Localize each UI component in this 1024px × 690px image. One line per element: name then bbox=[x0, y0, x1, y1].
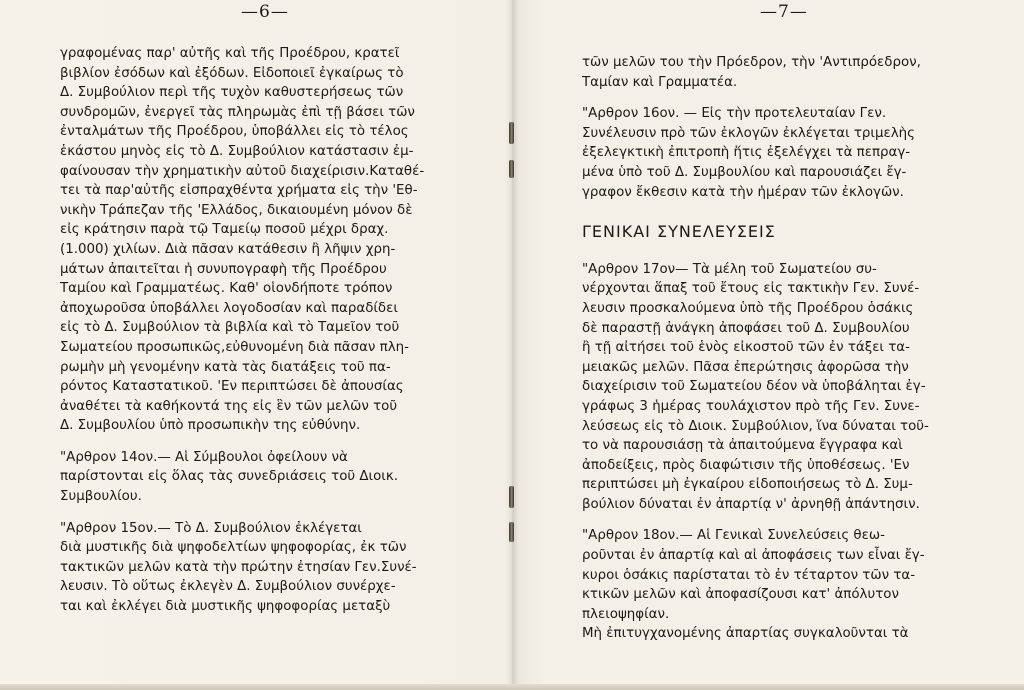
text-line: τει τὰ παρ'αὐτῆς εἰσπραχθέντα χρήματα εἰς τὴν 'Εθ- bbox=[60, 183, 418, 199]
right-paragraph-article-18 bbox=[582, 526, 974, 644]
text-line: Ταμίαν καὶ Γραμματέα. bbox=[582, 74, 738, 90]
text-line: το νὰ παρουσιάσῃ τὰ ἀπαιτούμενα ἔγγραφα καὶ bbox=[582, 438, 903, 454]
text-line: λεύσεως εἰς τὸ Διοικ. Συμβούλιον, ἵνα δύναται τοῦ- bbox=[582, 418, 929, 434]
text-line: ἑκάστου μηνὸς εἰς τὸ Δ. Συμβούλιον κατάστασιν ἐμ- bbox=[60, 143, 414, 159]
text-line: δὲ παραστῇ ἀνάγκη ἀποφάσει τοῦ Δ. Συμβουλίου bbox=[582, 320, 910, 336]
text-line: παρίστονται εἰς ὅλας τὰς συνεδριάσεις τοῦ Διοικ. bbox=[60, 469, 398, 485]
text-line: κυροι ὁσάκις παρίσταται τὸ ἐν τέταρτον τῶν τα- bbox=[582, 567, 916, 583]
text-line: πλειοψηφίαν. bbox=[582, 606, 670, 622]
text-line: "Αρθρον 15ον.— Τὸ Δ. Συμβούλιον ἐκλέγεται bbox=[60, 520, 362, 536]
text-line: "Αρθρον 16ον. — Εἰς τὴν προτελευταίαν Γεν. bbox=[582, 106, 887, 122]
text-line: "Αρθρον 14ον.— Αἱ Σύμβουλοι ὀφείλουν νὰ bbox=[60, 449, 348, 465]
page-bottom-edge bbox=[0, 684, 1024, 690]
right-paragraph-article-16 bbox=[582, 104, 974, 202]
text-line: λευσιν. Τὸ οὕτως ἐκλεγὲν Δ. Συμβούλιον συνέρχε- bbox=[60, 579, 396, 595]
text-line: ροῦνται ἐν ἀπαρτίᾳ καὶ αἱ ἀποφάσεις των εἶναι ἔγ- bbox=[582, 548, 925, 564]
text-line: ρωμὴν μὴ γενομένην κατὰ τὰς διατάξεις τοῦ πα- bbox=[60, 359, 391, 375]
text-line: τῶν μελῶν του τὴν Πρόεδρον, τὴν 'Αντιπρόεδρον, bbox=[582, 55, 921, 70]
text-line: βιβλίον ἐσόδων καὶ ἐξόδων. Εἰδοποιεῖ ἐγκαίρως τὸ bbox=[60, 65, 404, 81]
left-paragraph-article-14 bbox=[60, 448, 446, 507]
page-number-right: —7— bbox=[760, 2, 808, 22]
text-line: γραφον ἔκθεσιν κατὰ τὴν ἡμέραν τῶν ἐκλογῶν. bbox=[582, 184, 904, 200]
right-paragraph-article-17 bbox=[582, 260, 974, 515]
text-line: διαχείρισιν τοῦ Σωματείου δέον νὰ ὑποβάληται ἐγ- bbox=[582, 379, 926, 395]
text-line: διὰ μυστικῆς διὰ ψηφοδελτίων ψηφοφορίας, ἐκ τῶν bbox=[60, 540, 407, 556]
text-line: μένα ὑπὸ τοῦ Δ. Συμβουλίου καὶ παρουσιάζει ἔγ- bbox=[582, 164, 907, 180]
text-line: Μὴ ἐπιτυγχανομένης ἀπαρτίας συγκαλοῦνται τὰ bbox=[582, 626, 909, 642]
text-line: Συνέλευσιν πρὸ τῶν ἐκλογῶν ἐκλέγεται τριμελὴς bbox=[582, 125, 915, 141]
staple-top-lower bbox=[509, 160, 514, 178]
right-paragraph-1 bbox=[582, 53, 974, 92]
text-line: ἐνταλμάτων τῆς Προέδρου, ὑποβάλλει εἰς τὸ τέλος bbox=[60, 124, 409, 140]
text-line: Σωματείου προσωπικῶς,εὐθυνομένη διὰ πᾶσαν πλη- bbox=[60, 339, 409, 355]
text-line: κτικῶν μελῶν καὶ ἀποφασίζουσι κατ' ἀπόλυτον bbox=[582, 587, 899, 603]
text-line: Ταμίου καὶ Γραμματέως. Καθ' οἱονδήποτε τρόπον bbox=[60, 281, 393, 297]
staple-top-upper bbox=[509, 122, 514, 144]
text-line: μάτων ἀπαιτεῖται ἡ συνυπογραφὴ τῆς Προέδρου bbox=[60, 261, 387, 277]
left-page-text bbox=[60, 44, 446, 617]
text-line: "Αρθρον 17ον— Τὰ μέλη τοῦ Σωματείου συ- bbox=[582, 261, 877, 277]
text-line: εἰς τὸ Δ. Συμβούλιον τὰ βιβλία καὶ τὸ Ταμεῖον τοῦ bbox=[60, 320, 400, 336]
text-line: ἢ τῇ αἰτήσει τοῦ ἑνὸς εἰκοστοῦ τῶν ἐν τάξει τα- bbox=[582, 340, 910, 356]
text-line: λευσιν προσκαλούμενα ὑπὸ τῆς Προέδρου ὁσάκις bbox=[582, 300, 914, 316]
text-line: ται καὶ ἐκλέγει διὰ μυστικῆς ψηφοφορίας μεταξὺ bbox=[60, 599, 391, 615]
text-line: εἰς κράτησιν παρὰ τῷ Ταμείῳ ποσοῦ μέχρι δραχ. bbox=[60, 222, 389, 238]
text-line: νέρχονται ἅπαξ τοῦ ἔτους εἰς τακτικὴν Γεν. Συνέ- bbox=[582, 281, 920, 297]
section-heading: ΓΕΝΙΚΑΙ ΣΥΝΕΛΕΥΣΕΙΣ bbox=[582, 222, 776, 242]
staple-bottom-lower bbox=[509, 522, 514, 542]
text-line: φαίνουσαν τὴν χρηματικὴν αὐτοῦ διαχείρισιν.Καταθέ- bbox=[60, 163, 425, 179]
text-line: Δ. Συμβούλιον περὶ τῆς τυχὸν καθυστερήσεως τῶν bbox=[60, 85, 404, 101]
text-line: "Αρθρον 18ον.— Αἱ Γενικαὶ Συνελεύσεις θεω- bbox=[582, 528, 885, 544]
text-line: ἀναθέτει τὰ καθήκοντά της εἰς ἓν τῶν μελῶν τοῦ bbox=[60, 398, 398, 414]
text-line: Δ. Συμβουλίου ὑπὸ προσωπικὴν της εὐθύνην. bbox=[60, 418, 361, 434]
text-line: περιπτώσει μὴ ἐγκαίρου εἰδοποιήσεως τὸ Δ. Συμ- bbox=[582, 477, 913, 493]
text-line: Συμβουλίου. bbox=[60, 489, 142, 505]
text-line: ρόντος Καταστατικοῦ. 'Εν περιπτώσει δὲ ἀπουσίας bbox=[60, 379, 404, 395]
text-line: γράφως 3 ἡμέρας τουλάχιστον πρὸ τῆς Γεν. Συνε- bbox=[582, 398, 920, 414]
book-gutter bbox=[505, 0, 519, 690]
page-number-left: —6— bbox=[241, 2, 289, 22]
left-paragraph-article-15 bbox=[60, 519, 446, 617]
staple-bottom-upper bbox=[509, 486, 514, 508]
text-line: γραφομένας παρ' αὐτῆς καὶ τῆς Προέδρου, κρατεῖ bbox=[60, 46, 400, 61]
text-line: (1.000) χιλίων. Διὰ πᾶσαν κατάθεσιν ἢ λῆψιν χρη- bbox=[60, 241, 396, 257]
text-line: ἐξελεγκτικὴ ἐπιτροπὴ ἥτις ἐξελέγχει τὰ πεπραγ- bbox=[582, 145, 911, 161]
text-line: ἀποδείξεις, πρὸς διαφώτισιν τῆς ὑποθέσεως. 'Εν bbox=[582, 457, 910, 473]
text-line: μειακῶς μελῶν. Πᾶσα ἐπερώτησις ἀφορῶσα τὴν bbox=[582, 359, 909, 375]
right-page-text bbox=[582, 53, 974, 644]
right-page bbox=[512, 0, 1024, 690]
text-line: νικὴν Τράπεζαν τῆς 'Ελλάδος, δικαιουμένη μόνον δὲ bbox=[60, 202, 413, 218]
text-line: ἀποχωροῦσα ὑποβάλλει λογοδοσίαν καὶ παραδίδει bbox=[60, 300, 398, 316]
left-paragraph-1 bbox=[60, 44, 446, 436]
text-line: βούλιον δύναται ἐν ἀπαρτίᾳ ν' ἀρνηθῇ ἀπάντησιν. bbox=[582, 496, 920, 512]
text-line: συνδρομῶν, ἐνεργεῖ τὰς πληρωμὰς ἐπὶ τῇ βάσει τῶν bbox=[60, 104, 415, 120]
text-line: τακτικῶν μελῶν κατὰ τὴν πρώτην ἐτησίαν Γεν.Συνέ- bbox=[60, 559, 417, 575]
